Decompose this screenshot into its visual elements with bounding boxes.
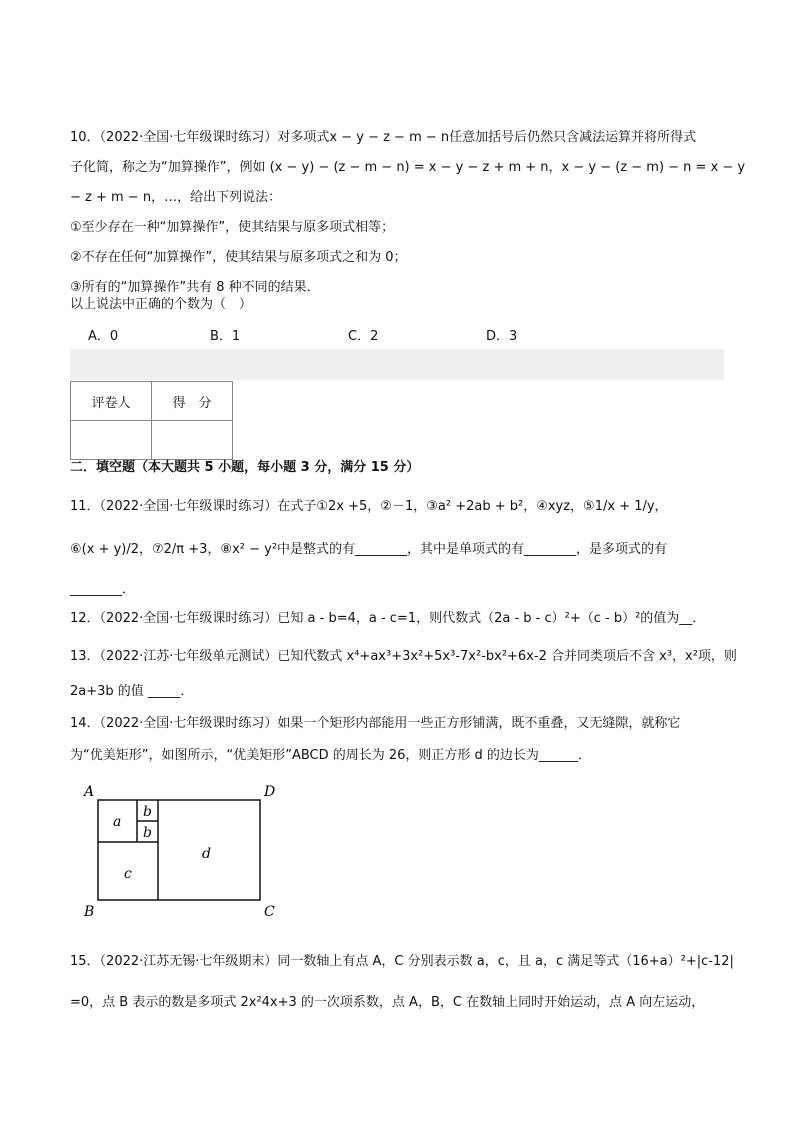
answer-band — [70, 349, 724, 380]
q10-line-2: 子化简，称之为“加算操作”，例如 (x − y) − (z − m − n) = x − y − z + m + n，x − y − (z − m) − n = x − y — [70, 160, 746, 175]
label-b-vertex: B — [84, 904, 95, 920]
q11-line-1: 11．（2022·全国·七年级课时练习）在式子①2x +5，②－1，③a² +2ab + b²，④xyz，⑤1/x + 1/y， — [70, 499, 668, 514]
outer-rectangle — [98, 800, 260, 900]
q10-statement-1: ①至少存在一种“加算操作”，使其结果与原多项式相等； — [70, 220, 395, 235]
q12-text: 12．（2022·全国·七年级课时练习）已知 a - b=4，a - c=1，则代数式（2a - b - c）²+（c - b）²的值为__． — [70, 611, 706, 626]
option-d: D．3 — [486, 329, 518, 344]
q13-line-1: 13．（2022·江苏·七年级单元测试）已知代数式 x⁴+ax³+3x²+5x³-7x²-bx²+6x-2 合并同类项后不含 x³，x²项，则 — [70, 649, 737, 664]
score-label: 得 分 — [152, 382, 233, 421]
reviewer-cell — [71, 421, 152, 460]
q15-line-2: =0，点 B 表示的数是多项式 2x²4x+3 的一次项系数，点 A，B，C 在数轴上同时开始运动，点 A 向左运动， — [70, 995, 705, 1010]
reviewer-label: 评卷人 — [71, 382, 152, 421]
q15-line-1: 15．（2022·江苏无锡·七年级期末）同一数轴上有点 A，C 分别表示数 a，c，且 a，c 满足等式（16+a）²+|c-12| — [70, 954, 734, 969]
square-b-label-bottom: b — [143, 825, 152, 841]
section-heading: 二．填空题（本大题共 5 小题，每小题 3 分，满分 15 分） — [70, 460, 420, 475]
q11-line-2: ⑥(x + y)/2，⑦2/π +3，⑧x² − y²中是整式的有________，其中是单项式的有________，是多项式的有 — [70, 542, 668, 557]
option-b: B．1 — [210, 329, 241, 344]
q13-line-2: 2a+3b 的值 _____． — [70, 684, 194, 699]
q10-statement-2: ②不存在任何“加算操作”，使其结果与原多项式之和为 0； — [70, 250, 407, 265]
q10-statement-3: ③所有的“加算操作”共有 8 种不同的结果． — [70, 280, 320, 295]
square-c-label: c — [124, 866, 132, 882]
score-cell — [152, 421, 233, 460]
q11-line-3: ________． — [70, 582, 136, 597]
rectangle-figure — [80, 780, 290, 920]
q14-line-2: 为“优美矩形”，如图所示，“优美矩形”ABCD 的周长为 26，则正方形 d 的边长为______． — [70, 748, 591, 763]
option-a: A．0 — [88, 329, 119, 344]
q10-line-1: 10．（2022·全国·七年级课时练习）对多项式x − y − z − m − n任意加括号后仍然只含减法运算并将所得式 — [70, 130, 697, 145]
q10-line-3: − z + m − n，…，给出下列说法： — [70, 190, 282, 205]
label-c-vertex: C — [264, 904, 275, 920]
option-c: C．2 — [348, 329, 379, 344]
q10-question: 以上说法中正确的个数为（ ） — [70, 297, 253, 312]
square-b-label-top: b — [143, 804, 152, 820]
score-table — [70, 381, 233, 460]
q14-line-1: 14．（2022·全国·七年级课时练习）如果一个矩形内部能用一些正方形铺满，既不重叠，又无缝隙，就称它 — [70, 716, 681, 731]
label-a-vertex: A — [84, 784, 95, 800]
square-d-label: d — [202, 846, 211, 862]
label-d-vertex: D — [264, 784, 276, 800]
square-a-label: a — [113, 814, 122, 830]
